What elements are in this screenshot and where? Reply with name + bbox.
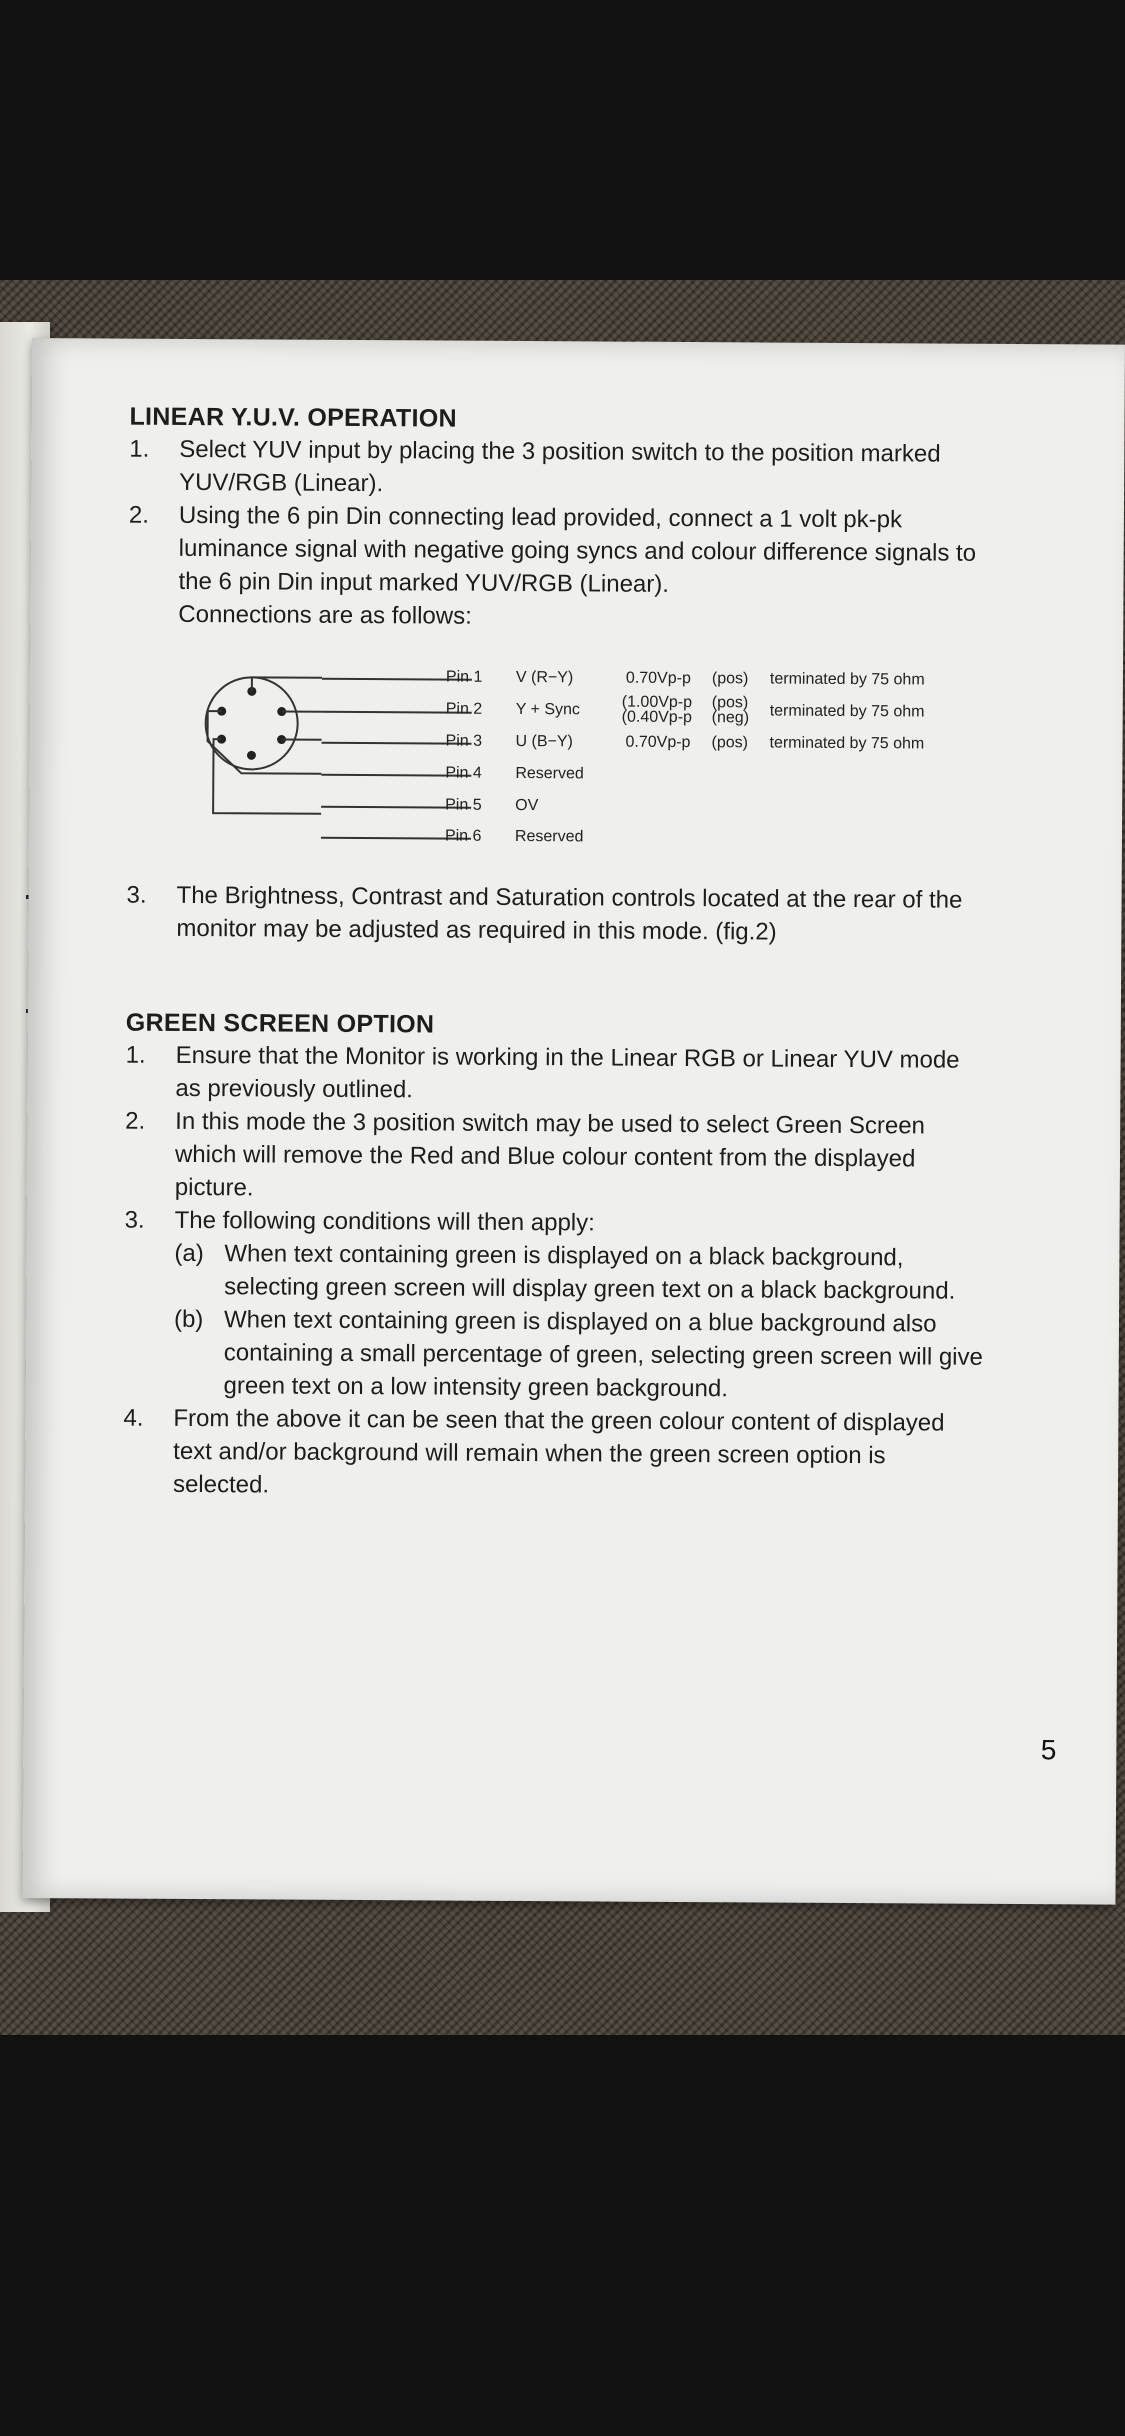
pin-signal: U (B−Y) bbox=[515, 732, 573, 751]
line: The following conditions will then apply: bbox=[174, 1206, 595, 1237]
line: green text on a low intensity green background. bbox=[223, 1372, 729, 1403]
pin-level: (1.00Vp-p bbox=[621, 693, 693, 712]
line: From the above it can be seen that the green colour content of displayed bbox=[173, 1404, 945, 1437]
line: text and/or background will remain when the green screen option is bbox=[173, 1437, 886, 1470]
list-number: 4. bbox=[123, 1404, 144, 1432]
pin-number: Pin 5 bbox=[445, 796, 482, 814]
pin-signal: Reserved bbox=[515, 764, 584, 783]
pin-level: 0.70Vp-p bbox=[625, 669, 691, 688]
list-item-3 bbox=[176, 879, 962, 950]
pin-level: (0.40Vp-p bbox=[621, 708, 693, 727]
pin-signal: Y + Sync bbox=[515, 700, 580, 719]
pin-signal: Reserved bbox=[514, 827, 584, 846]
pin-number: Pin 6 bbox=[444, 827, 482, 845]
line: containing a small percentage of green, selecting green screen will give bbox=[223, 1339, 983, 1371]
green-item-1 bbox=[175, 1039, 959, 1110]
line: picture. bbox=[174, 1173, 254, 1202]
pin-number: Pin 4 bbox=[445, 764, 482, 782]
list-number: 1. bbox=[129, 435, 150, 463]
pin-polarity-pair bbox=[712, 695, 750, 725]
list-number: 2. bbox=[125, 1107, 146, 1135]
list-item-1 bbox=[179, 433, 941, 504]
list-number: 3. bbox=[124, 1206, 145, 1234]
sub-label: (b) bbox=[173, 1305, 204, 1334]
line: The Brightness, Contrast and Saturation controls located at the rear of the bbox=[176, 881, 963, 914]
line: luminance signal with negative going syncs and colour difference signals to bbox=[178, 534, 977, 567]
pin-number: Pin 3 bbox=[445, 732, 483, 750]
pin-polarity: (pos) bbox=[711, 734, 749, 752]
line: monitor may be adjusted as required in this mode. (fig.2) bbox=[176, 914, 777, 946]
line: Ensure that the Monitor is working in the Linear RGB or Linear YUV mode bbox=[175, 1041, 960, 1074]
pin-level: 0.70Vp-p bbox=[625, 733, 691, 752]
pin-signal: OV bbox=[515, 796, 539, 815]
section-heading-green-screen: GREEN SCREEN OPTION bbox=[125, 1008, 435, 1039]
page-number: 5 bbox=[1040, 1734, 1057, 1766]
pin-polarity: (neg) bbox=[711, 709, 750, 727]
pin-termination: terminated by 75 ohm bbox=[769, 702, 925, 721]
green-item-2 bbox=[175, 1105, 925, 1209]
list-number: 1. bbox=[125, 1041, 146, 1069]
line: In this mode the 3 position switch may be used to select Green Screen bbox=[175, 1107, 926, 1140]
pin-signal: V (R−Y) bbox=[515, 668, 574, 687]
list-number: 2. bbox=[128, 501, 150, 529]
list-number: 3. bbox=[126, 881, 147, 909]
green-item-3 bbox=[175, 1204, 595, 1240]
line: When text containing green is displayed on a blue background also bbox=[223, 1306, 937, 1338]
pin-termination: terminated by 75 ohm bbox=[769, 670, 925, 689]
pin-number: Pin 2 bbox=[445, 700, 483, 718]
line: as previously outlined. bbox=[175, 1074, 413, 1104]
section-heading-linear-yuv: LINEAR Y.U.V. OPERATION bbox=[129, 402, 457, 433]
pin-polarity: (pos) bbox=[711, 694, 749, 712]
sub-item-b bbox=[224, 1303, 984, 1407]
line: Using the 6 pin Din connecting lead provided, connect a 1 volt pk-pk bbox=[178, 501, 903, 534]
manual-page bbox=[22, 338, 1125, 1905]
line: Select YUV input by placing the 3 position switch to the position marked bbox=[179, 435, 941, 468]
din-connector-diagram bbox=[201, 661, 332, 822]
pin-polarity: (pos) bbox=[711, 670, 749, 688]
line: selected. bbox=[172, 1470, 270, 1499]
pin-termination: terminated by 75 ohm bbox=[769, 734, 925, 753]
list-item-2 bbox=[178, 499, 976, 636]
line: selecting green screen will display green text on a black background. bbox=[224, 1273, 956, 1305]
pin-level-pair bbox=[622, 695, 692, 725]
line: Connections are as follows: bbox=[178, 600, 472, 630]
line: the 6 pin Din input marked YUV/RGB (Linear). bbox=[178, 567, 670, 598]
line: When text containing green is displayed on a black background, bbox=[224, 1240, 904, 1272]
pin-number: Pin 1 bbox=[445, 668, 483, 686]
green-item-4 bbox=[173, 1402, 945, 1506]
sub-label: (a) bbox=[174, 1239, 204, 1268]
sub-item-a bbox=[224, 1237, 955, 1307]
line: which will remove the Red and Blue colour content from the displayed bbox=[174, 1140, 916, 1173]
line: YUV/RGB (Linear). bbox=[179, 468, 384, 498]
